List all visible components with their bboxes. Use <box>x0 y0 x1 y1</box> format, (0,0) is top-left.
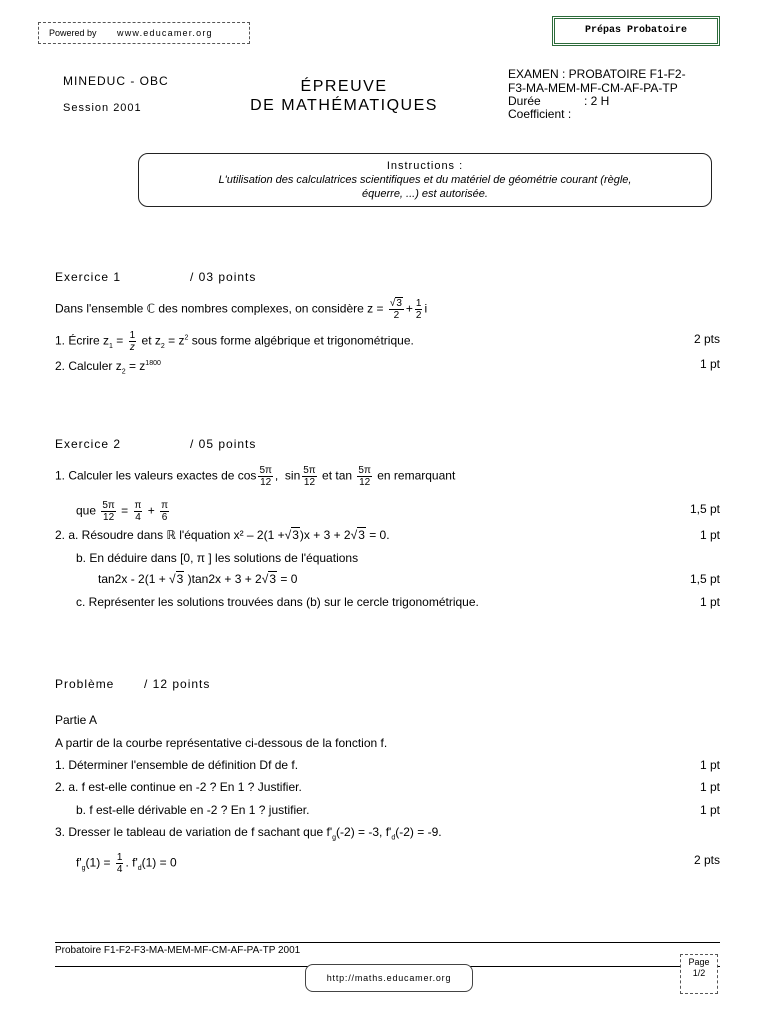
ex2-q2b-eq-b: )tan2x + 3 + 2 <box>187 572 262 586</box>
problem-points: / 12 points <box>144 677 211 691</box>
page-label: Page <box>688 957 710 967</box>
footer-url-link[interactable]: http://maths.educamer.org <box>305 964 473 992</box>
ex2-q2b-eq-a: tan2x - 2(1 + <box>98 572 166 586</box>
org-label: MINEDUC - OBC <box>63 74 169 88</box>
page-number-box <box>680 954 718 994</box>
title-line2: DE MATHÉMATIQUES <box>250 97 438 114</box>
frac-5pi-12: $\frac{5\pi}{12}$ <box>358 465 371 488</box>
exam-line2: F3-MA-MEM-MF-CM-AF-PA-TP <box>508 81 678 95</box>
session-label: Session 2001 <box>63 102 142 114</box>
instructions-line1: L'utilisation des calculatrices scientifiques et du matériel de géométrie courant (règle, <box>218 174 632 186</box>
footer-exam-label: Probatoire F1-F2-F3-MA-MEM-MF-CM-AF-PA-TP 2001 <box>55 945 301 956</box>
exercise2-q2b-equation: tan2x - 2(1 + √3 )tan2x + 3 + 2√3 = 0 <box>98 572 298 586</box>
frac-pi-4: $\frac{\pi}{4}$ <box>134 500 142 523</box>
exercise1-q1-points: 2 pts <box>693 332 720 346</box>
problem-q2a: 2. a. f est-elle continue en -2 ? En 1 ? Justifier. <box>55 780 302 794</box>
exercise2-q2b: b. En déduire dans [0, π ] les solutions de l'équations <box>76 551 359 565</box>
exercise1-intro-text: Dans l'ensemble ℂ des nombres complexes, on considère z = <box>55 301 384 316</box>
problem-q2a-points: 1 pt <box>699 780 720 794</box>
problem-q2b-points: 1 pt <box>699 803 720 817</box>
problem-q3-mid: (-2) = -3, f' <box>336 825 392 839</box>
ex2-q2a-text: 2. a. Résoudre dans ℝ l'équation x² – 2(1 + <box>55 528 285 542</box>
duree-label: Durée <box>508 94 541 108</box>
exercise2-points: / 05 points <box>190 437 257 451</box>
exercise2-q1-hint: que $\frac{5\pi}{12}$ = $\frac{\pi}{4}$ + $\frac{\pi}{6}$ <box>76 500 169 523</box>
instructions-line2: équerre, ...) est autorisée. <box>362 188 488 200</box>
page-number: 1/2 <box>692 968 706 978</box>
powered-by-box <box>38 22 250 44</box>
problem-q1: 1. Déterminer l'ensemble de définition Df de f. <box>55 758 299 772</box>
site-link[interactable]: www.educamer.org <box>117 28 213 38</box>
problem-q3b-end: (1) = 0 <box>141 855 177 870</box>
title-line1: ÉPREUVE <box>300 78 388 95</box>
frac-pi-6: $\frac{\pi}{6}$ <box>161 500 169 523</box>
exercise2-q2b-points: 1,5 pt <box>689 572 720 586</box>
problem-q1-points: 1 pt <box>699 758 720 772</box>
problem-q3-text: 3. Dresser le tableau de variation de f sachant que f' <box>55 825 333 839</box>
exercise1-intro: Dans l'ensemble ℂ des nombres complexes, on considère z = $\frac{√3}{2}$ + $\frac{1}{2}$ i <box>55 298 428 321</box>
q2-text: 2. Calculer z <box>55 359 122 373</box>
ex2-q1b-text: que <box>76 503 97 518</box>
exercise2-q2c: c. Représenter les solutions trouvées dans (b) sur le cercle trigonométrique. <box>76 595 479 609</box>
exercise1-points: / 03 points <box>190 270 257 284</box>
problem-q2b: b. f est-elle dérivable en -2 ? En 1 ? justifier. <box>76 803 310 817</box>
problem-q3-end: (-2) = -9. <box>395 825 442 839</box>
powered-by-label: Powered by <box>49 28 97 38</box>
exercise2-q1-points: 1,5 pt <box>689 502 720 516</box>
ex2-q2b-eq-c: = 0 <box>277 572 298 586</box>
partie-a-intro: A partir de la courbe représentative ci-dessous de la fonction f. <box>55 736 388 750</box>
one-over-z: $\frac{1}{z}$ <box>129 330 136 353</box>
footer-rule <box>55 942 720 943</box>
ex2-q1-text: 1. Calculer les valeurs exactes de cos <box>55 468 257 483</box>
ex2-q1-text-end: en remarquant <box>377 468 456 483</box>
q1-text-b: et z <box>141 333 161 348</box>
problem-q3: 3. Dresser le tableau de variation de f sachant que $f'_g(-2) = -3$, $f'_d(-2) = -9$. <box>55 825 442 842</box>
problem-q3-derivatives: $f'_g(1)$ = $\frac{1}{4}$ . $f'_d(1) = 0$ <box>76 852 177 875</box>
partie-a-title: Partie A <box>55 713 98 727</box>
q1-text-a: 1. Écrire z <box>55 333 110 348</box>
frac-1-4: $\frac{1}{4}$ <box>116 852 123 875</box>
problem-title: Problème <box>55 677 115 691</box>
exercise1-title: Exercice 1 <box>55 270 122 284</box>
exercise2-q2a: 2. a. Résoudre dans ℝ l'équation x² – 2(1 +√3)x + 3 + 2√3 = 0. <box>55 528 390 542</box>
exercise2-q1: 1. Calculer les valeurs exactes de cos $\frac{5\pi}{12}$ , sin $\frac{5\pi}{12}$ et tan $\frac{5\pi}{12}$ en remarquant <box>55 465 456 488</box>
exam-line1: EXAMEN : PROBATOIRE F1-F2- <box>508 67 686 81</box>
frac-5pi-12: $\frac{5\pi}{12}$ <box>102 500 115 523</box>
duree-value: : 2 H <box>584 94 610 108</box>
ex2-q2a-end: = 0. <box>365 528 390 542</box>
frac-5pi-12: $\frac{5\pi}{12}$ <box>259 465 272 488</box>
instructions-box <box>138 153 712 207</box>
exercise1-q2-points: 1 pt <box>699 357 720 371</box>
exercise1-q1: 1. Écrire $z_1$ = $\frac{1}{z}$ et $z_2 = z^2$ sous forme algébrique et trigonométrique. <box>55 330 414 353</box>
frac-5pi-12: $\frac{5\pi}{12}$ <box>303 465 316 488</box>
exercise2-title: Exercice 2 <box>55 437 122 451</box>
exercise2-q2c-points: 1 pt <box>699 595 720 609</box>
one-half: $\frac{1}{2}$ <box>415 298 422 321</box>
prepas-badge: Prépas Probatoire <box>552 16 720 46</box>
q1-text-c: sous forme algébrique et trigonométrique. <box>191 333 414 348</box>
sqrt3-over-2: $\frac{√3}{2}$ <box>389 298 402 321</box>
exercise2-q2a-points: 1 pt <box>699 528 720 542</box>
ex2-q2a-mid: )x + 3 + 2 <box>299 528 351 542</box>
coefficient-label: Coefficient : <box>508 107 572 121</box>
instructions-title: Instructions : <box>386 160 464 172</box>
problem-q3-points: 2 pts <box>693 853 720 867</box>
exercise1-q2: 2. Calculer $z_2 = z^{1800}$ <box>55 359 161 376</box>
